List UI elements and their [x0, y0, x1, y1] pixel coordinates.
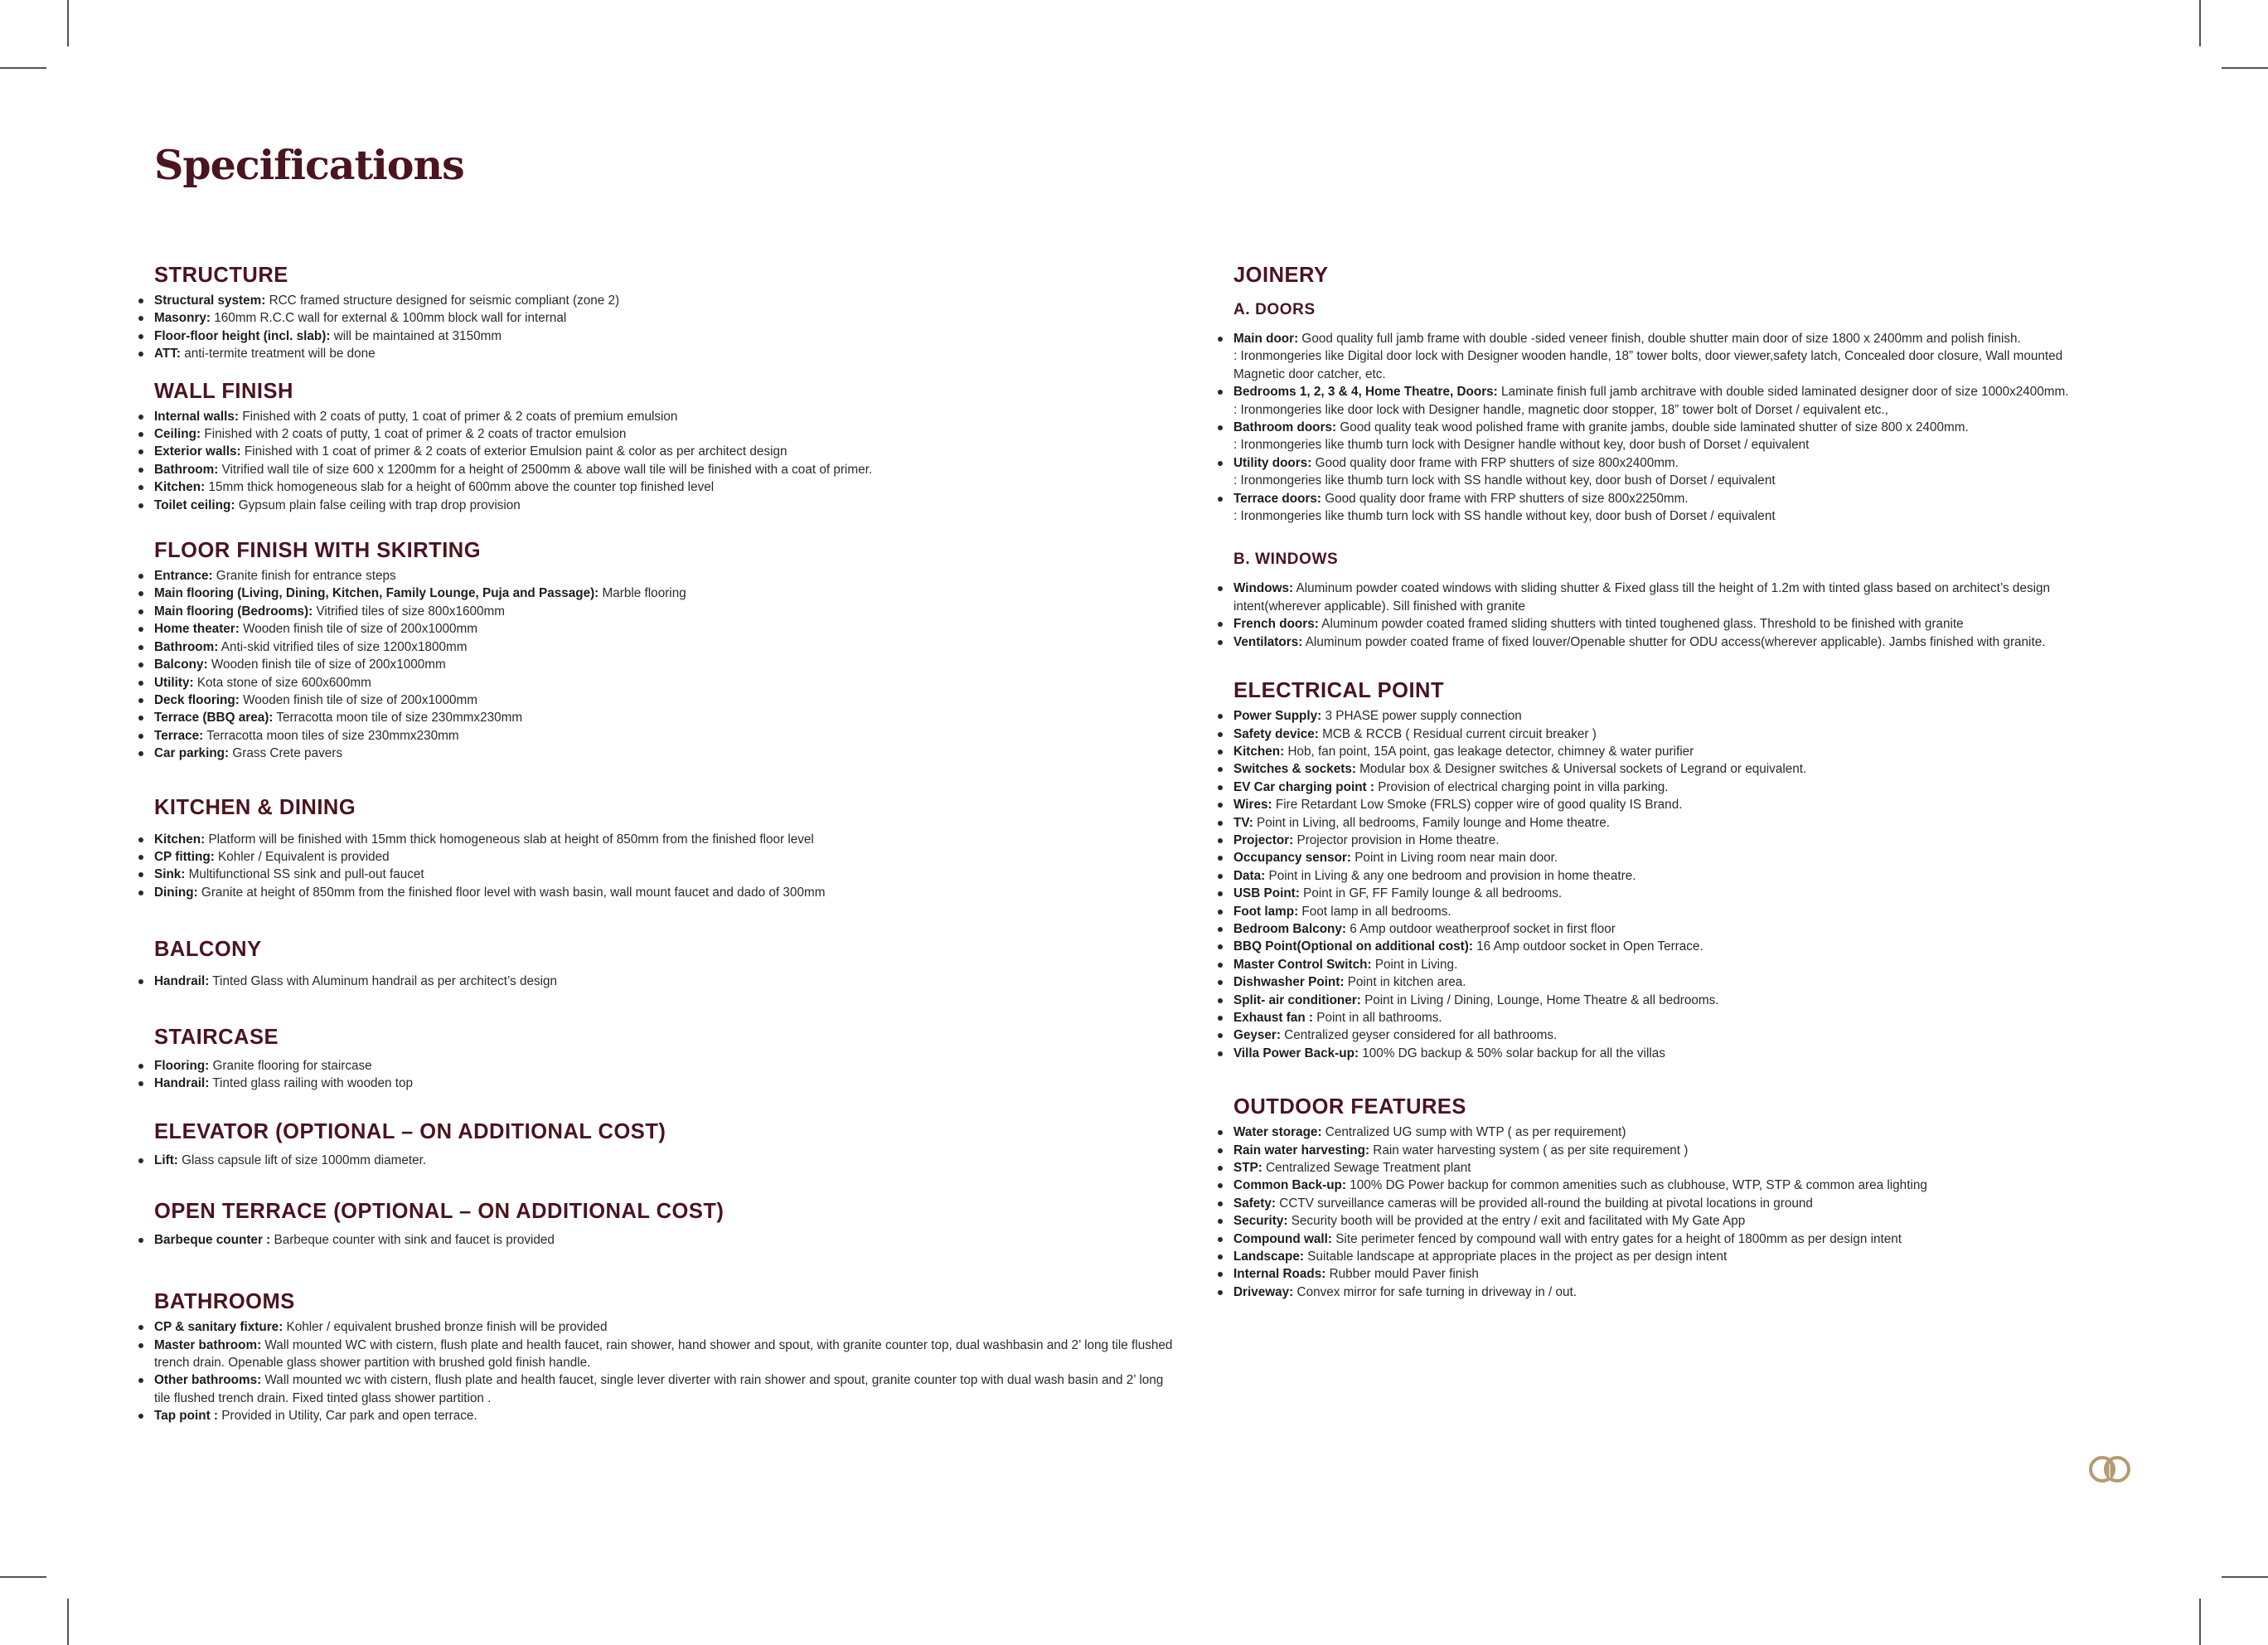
left-column: [154, 259, 1182, 1425]
section-bathrooms: [154, 1285, 1182, 1424]
list-item: Occupancy sensor: Point in Living room near main door.: [1233, 849, 2087, 866]
list-item: Villa Power Back-up: 100% DG backup & 50% solar backup for all the villas: [1233, 1045, 2087, 1062]
list-item: Deck flooring: Wooden finish tile of size of 200x1000mm: [154, 691, 1182, 709]
list-item: French doors: Aluminum powder coated framed sliding shutters with tinted toughened glass. Threshold to be finished with granite: [1233, 615, 2087, 633]
spec-list: [154, 831, 1182, 902]
list-item: Utility: Kota stone of size 600x600mm: [154, 674, 1182, 691]
subsection-heading-doors: A. DOORS: [1233, 301, 1316, 318]
list-item: CP fitting: Kohler / Equivalent is provided: [154, 848, 1182, 866]
list-item: Safety: CCTV surveillance cameras will be provided all-round the building at pivotal locations in ground: [1233, 1195, 2087, 1212]
list-item: Internal walls: Finished with 2 coats of putty, 1 coat of primer & 2 coats of premium emulsion: [154, 408, 1182, 425]
spec-list: [154, 1318, 1182, 1424]
crop-mark: [2222, 67, 2268, 69]
section-heading: STAIRCASE: [154, 1025, 279, 1049]
list-item: Geyser: Centralized geyser considered for all bathrooms.: [1233, 1026, 2087, 1044]
list-item: Main door: Good quality full jamb frame with double -sided veneer finish, double shutter main door of size 1800 x 2400mm and polish finish. : Ironmongeries like Digital door lock with Designer wooden handle, 18” tower bolts, door viewer,safety latch, Concealed door closure, Wall mounted Magnetic door catcher, etc.: [1233, 330, 2087, 383]
list-item: Rain water harvesting: Rain water harvesting system ( as per site requirement ): [1233, 1142, 2087, 1159]
crop-mark: [67, 1599, 69, 1645]
section-heading: WALL FINISH: [154, 379, 293, 403]
crop-mark: [2222, 1576, 2268, 1578]
list-item: Utility doors: Good quality door frame with FRP shutters of size 800x2400mm. : Ironmongeries like thumb turn lock with SS handle without key, door bush of Dorset / equivalent: [1233, 454, 2087, 490]
spec-list: [154, 292, 1182, 363]
list-item: Car parking: Grass Crete pavers: [154, 745, 1182, 762]
section-electrical: [1233, 674, 2087, 1062]
list-item: Floor-floor height (incl. slab): will be maintained at 3150mm: [154, 328, 1182, 345]
section-outdoor-features: [1233, 1090, 2087, 1301]
list-item: Wires: Fire Retardant Low Smoke (FRLS) copper wire of good quality IS Brand.: [1233, 796, 2087, 813]
section-floor-finish: [154, 534, 1182, 762]
list-item: Master bathroom: Wall mounted WC with cistern, flush plate and health faucet, rain shower, hand shower and spout, with granite counter top, dual washbasin and 2’ long tile flushed trench drain. Openable glass shower partition with brushed gold finish handle.: [154, 1337, 1182, 1372]
list-item: Kitchen: Hob, fan point, 15A point, gas leakage detector, chimney & water purifier: [1233, 743, 2087, 760]
spec-list: [154, 973, 1182, 990]
section-elevator: [154, 1115, 1182, 1169]
list-item: Handrail: Tinted Glass with Aluminum handrail as per architect’s design: [154, 973, 1182, 990]
spec-list: [1233, 330, 2087, 525]
list-item: Projector: Projector provision in Home theatre.: [1233, 832, 2087, 849]
section-joinery: [1233, 259, 2087, 651]
list-item: Bedroom Balcony: 6 Amp outdoor weatherproof socket in first floor: [1233, 920, 2087, 938]
crop-mark: [2199, 0, 2201, 46]
spec-list: [1233, 1123, 2087, 1301]
list-item: CP & sanitary fixture: Kohler / equivalent brushed bronze finish will be provided: [154, 1318, 1182, 1336]
section-heading: BATHROOMS: [154, 1290, 295, 1314]
list-item: Balcony: Wooden finish tile of size of 200x1000mm: [154, 656, 1182, 673]
list-item: Masonry: 160mm R.C.C wall for external & 100mm block wall for internal: [154, 309, 1182, 327]
list-item: Bedrooms 1, 2, 3 & 4, Home Theatre, Doors: Laminate finish full jamb architrave with double sided laminated designer door of size 1000x2400mm. : Ironmongeries like door lock with Designer handle, magnetic door stopper, 18” tower bolt of Dorset / equivalent etc.,: [1233, 383, 2087, 419]
section-heading: ELEVATOR (OPTIONAL – ON ADDITIONAL COST): [154, 1120, 666, 1144]
list-item: Security: Security booth will be provided at the entry / exit and facilitated with My Gate App: [1233, 1212, 2087, 1230]
list-item: Barbeque counter : Barbeque counter with sink and faucet is provided: [154, 1231, 1182, 1249]
list-item: Master Control Switch: Point in Living.: [1233, 956, 2087, 973]
list-item: Lift: Glass capsule lift of size 1000mm diameter.: [154, 1152, 1182, 1169]
right-column: [1233, 259, 2087, 1301]
list-item: Toilet ceiling: Gypsum plain false ceiling with trap drop provision: [154, 497, 1182, 514]
list-item: Safety device: MCB & RCCB ( Residual current circuit breaker ): [1233, 725, 2087, 743]
list-item: USB Point: Point in GF, FF Family lounge & all bedrooms.: [1233, 885, 2087, 902]
list-item: Bathroom doors: Good quality teak wood polished frame with granite jambs, double side laminated shutter of size 800 x 2400mm. : Ironmongeries like thumb turn lock with Designer handle without key, door bush of Dorset / equivalent: [1233, 419, 2087, 454]
spec-list: [1233, 707, 2087, 1062]
list-item: Exterior walls: Finished with 1 coat of primer & 2 coats of exterior Emulsion paint & color as per architect design: [154, 443, 1182, 460]
list-item: Bathroom: Anti-skid vitrified tiles of size 1200x1800mm: [154, 638, 1182, 656]
list-item: Ventilators: Aluminum powder coated frame of fixed louver/Openable shutter for ODU access(wherever applicable). Jambs finished with granite.: [1233, 633, 2087, 651]
list-item: TV: Point in Living, all bedrooms, Family lounge and Home theatre.: [1233, 814, 2087, 832]
section-open-terrace: [154, 1195, 1182, 1249]
section-staircase: [154, 1021, 1182, 1093]
list-item: Switches & sockets: Modular box & Designer switches & Universal sockets of Legrand or equivalent.: [1233, 760, 2087, 778]
list-item: Tap point : Provided in Utility, Car park and open terrace.: [154, 1407, 1182, 1424]
list-item: Terrace: Terracotta moon tiles of size 230mmx230mm: [154, 727, 1182, 745]
list-item: Ceiling: Finished with 2 coats of putty, 1 coat of primer & 2 coats of tractor emulsion: [154, 425, 1182, 443]
list-item: Compound wall: Site perimeter fenced by compound wall with entry gates for a height of 1800mm as per design intent: [1233, 1230, 2087, 1248]
list-item: STP: Centralized Sewage Treatment plant: [1233, 1159, 2087, 1177]
double-ring-leaf-logo-icon: [2087, 1454, 2132, 1484]
list-item: Dishwasher Point: Point in kitchen area.: [1233, 973, 2087, 991]
list-item: Power Supply: 3 PHASE power supply connection: [1233, 707, 2087, 725]
list-item: Landscape: Suitable landscape at appropriate places in the project as per design intent: [1233, 1248, 2087, 1265]
spec-list: [154, 567, 1182, 762]
section-balcony: [154, 933, 1182, 990]
section-structure: [154, 259, 1182, 363]
list-item: Foot lamp: Foot lamp in all bedrooms.: [1233, 903, 2087, 920]
spec-list: [154, 1152, 1182, 1169]
list-item: Water storage: Centralized UG sump with WTP ( as per requirement): [1233, 1123, 2087, 1141]
list-item: Bathroom: Vitrified wall tile of size 600 x 1200mm for a height of 2500mm & above wall tile will be finished with a coat of primer.: [154, 461, 1182, 478]
list-item: ATT: anti-termite treatment will be done: [154, 345, 1182, 362]
list-item: Dining: Granite at height of 850mm from the finished floor level with wash basin, wall mount faucet and dado of 300mm: [154, 884, 1182, 901]
spec-list: [154, 408, 1182, 514]
crop-mark: [0, 67, 46, 69]
crop-mark: [0, 1576, 46, 1578]
page-title: Specifications: [154, 141, 464, 189]
crop-mark: [2199, 1599, 2201, 1645]
section-heading: ELECTRICAL POINT: [1233, 679, 1445, 703]
section-heading: KITCHEN & DINING: [154, 795, 356, 819]
section-heading: JOINERY: [1233, 264, 1329, 287]
list-item: Flooring: Granite flooring for staircase: [154, 1057, 1182, 1075]
list-item: Common Back-up: 100% DG Power backup for common amenities such as clubhouse, WTP, STP & common area lighting: [1233, 1177, 2087, 1194]
list-item: Kitchen: 15mm thick homogeneous slab for a height of 600mm above the counter top finished level: [154, 478, 1182, 496]
crop-mark: [67, 0, 69, 46]
list-item: Exhaust fan : Point in all bathrooms.: [1233, 1009, 2087, 1026]
spec-list: [154, 1057, 1182, 1093]
list-item: Terrace doors: Good quality door frame with FRP shutters of size 800x2250mm. : Ironmongeries like thumb turn lock with SS handle without key, door bush of Dorset / equivalent: [1233, 490, 2087, 526]
spec-list: [154, 1231, 1182, 1249]
list-item: Main flooring (Bedrooms): Vitrified tiles of size 800x1600mm: [154, 603, 1182, 620]
list-item: Sink: Multifunctional SS sink and pull-out faucet: [154, 866, 1182, 883]
section-heading: STRUCTURE: [154, 264, 288, 287]
list-item: Home theater: Wooden finish tile of size of 200x1000mm: [154, 620, 1182, 638]
section-heading: OPEN TERRACE (OPTIONAL – ON ADDITIONAL COST): [154, 1199, 724, 1223]
list-item: Windows: Aluminum powder coated windows with sliding shutter & Fixed glass till the height of 1.2m with tinted glass based on architect’s design intent(wherever applicable). Sill finished with granite: [1233, 580, 2087, 615]
list-item: Internal Roads: Rubber mould Paver finish: [1233, 1265, 2087, 1283]
list-item: Split- air conditioner: Point in Living / Dining, Lounge, Home Theatre & all bedrooms.: [1233, 992, 2087, 1009]
list-item: Structural system: RCC framed structure designed for seismic compliant (zone 2): [154, 292, 1182, 309]
section-heading: FLOOR FINISH WITH SKIRTING: [154, 539, 482, 563]
list-item: Terrace (BBQ area): Terracotta moon tile of size 230mmx230mm: [154, 709, 1182, 726]
section-heading: BALCONY: [154, 938, 262, 962]
list-item: Kitchen: Platform will be finished with 15mm thick homogeneous slab at height of 850mm from the finished floor level: [154, 831, 1182, 848]
list-item: Handrail: Tinted glass railing with wooden top: [154, 1075, 1182, 1092]
spec-list: [1233, 580, 2087, 651]
subsection-heading-windows: B. WINDOWS: [1233, 551, 1339, 569]
section-kitchen-dining: [154, 791, 1182, 902]
list-item: Other bathrooms: Wall mounted wc with cistern, flush plate and health faucet, single lever diverter with rain shower and spout, granite counter top with dual wash basin and 2’ long tile flushed trench drain. Fixed tinted glass shower partition .: [154, 1371, 1182, 1407]
section-wall-finish: [154, 375, 1182, 514]
section-heading: OUTDOOR FEATURES: [1233, 1095, 1466, 1119]
list-item: Data: Point in Living & any one bedroom and provision in home theatre.: [1233, 867, 2087, 885]
list-item: Driveway: Convex mirror for safe turning in driveway in / out.: [1233, 1283, 2087, 1301]
list-item: Main flooring (Living, Dining, Kitchen, Family Lounge, Puja and Passage): Marble flooring: [154, 585, 1182, 602]
list-item: Entrance: Granite finish for entrance steps: [154, 567, 1182, 585]
list-item: EV Car charging point : Provision of electrical charging point in villa parking.: [1233, 779, 2087, 796]
list-item: BBQ Point(Optional on additional cost): 16 Amp outdoor socket in Open Terrace.: [1233, 938, 2087, 955]
